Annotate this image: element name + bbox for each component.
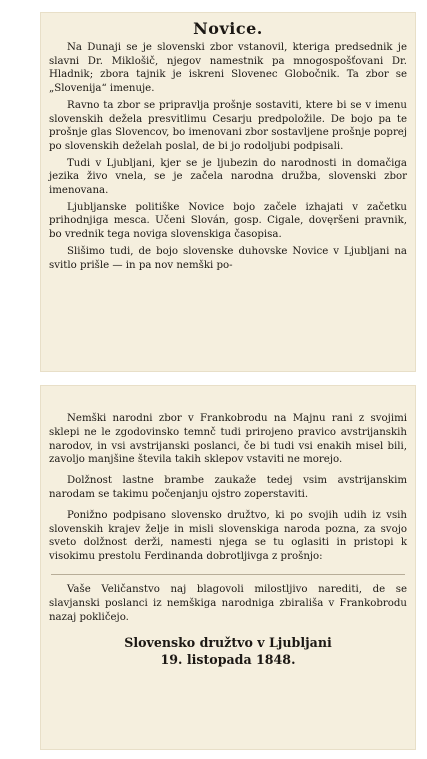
newspaper-clipping-bottom <box>40 385 416 750</box>
clipping-title: Novice. <box>193 19 263 38</box>
newspaper-clipping-top <box>40 12 416 372</box>
divider <box>51 574 405 575</box>
paragraph: Na Dunaji se je slovenski zbor vstanovil, kteriga predsednik je slavni Dr. Miklošič, njegov namestnik pa mnogospošťovani Dr. Hladnik; zbora tajnik je iskreni Slovenec Globočnik. Ta zbor se „Slovenija“ imenuje. <box>49 42 407 95</box>
paragraph: Ljubljanske politiške Novice bojo začele izhajati v začetku prihodnjiga mesca. Učeni Slován, gosp. Cigale, dovęršeni pravnik, bo vrednik tega noviga slovenskiga časopisa. <box>49 201 407 241</box>
signature: Slovensko družtvo v Ljubljani <box>124 635 332 651</box>
paragraph: Dolžnost lastne brambe zaukaže tedej vsim avstrijanskim narodam se takimu počenjanju ojstro zoperstaviti. <box>49 475 407 500</box>
paragraph: Ponižno podpisano slovensko družtvo, ki po svojih udih iz vsih slovenskih krajev želje in misli slovenskiga naroda pozna, za svojo sveto dolžnost derži, namesti njega se tu oglasiti in pristopi k visokimu prestolu Ferdinanda dobrotljivga z prošnjo: <box>49 509 407 563</box>
paragraph: Nemški narodni zbor v Frankobrodu na Majnu rani z svojimi sklepi ne le zgodovinsko temnč tudi prirojeno pravico avstrijanskih narodov, in vsi avstrijanski poslanci, če bi tudi vsi enakih misel bili, zavoljo manjšine števila takih sklepov vstaviti ne morejo. <box>49 413 407 466</box>
paragraph: Ravno ta zbor se pripravlja prošnje sostaviti, ktere bi se v imenu slovenskih dežela presvitlimu Cesarju predpoložile. De bojo pa te prošnje glas Slovencov, bo imenovani zbor sostavljene prošnje poprej po slovenskih deželah poslal, de bi jo rodoljubi podpisali. <box>49 99 407 152</box>
petition-paragraph: Vaše Veličanstvo naj blagovoli milostljivo narediti, de se slavjanski poslanci iz nemškiga narodniga zbirališa v Frankobrodu nazaj pokličejo. <box>49 583 407 623</box>
date: 19. listopada 1848. <box>160 652 296 668</box>
paragraph: Tudi v Ljubljani, kjer se je ljubezin do narodnosti in domačiga jezika živo vnela, se je začela narodna družba, slovenski zbor imenovana. <box>49 157 407 197</box>
paragraph: Slišimo tudi, de bojo slovenske duhovske Novice v Ljubljani na svitlo prišle — in pa nov nemški po- <box>49 245 407 271</box>
